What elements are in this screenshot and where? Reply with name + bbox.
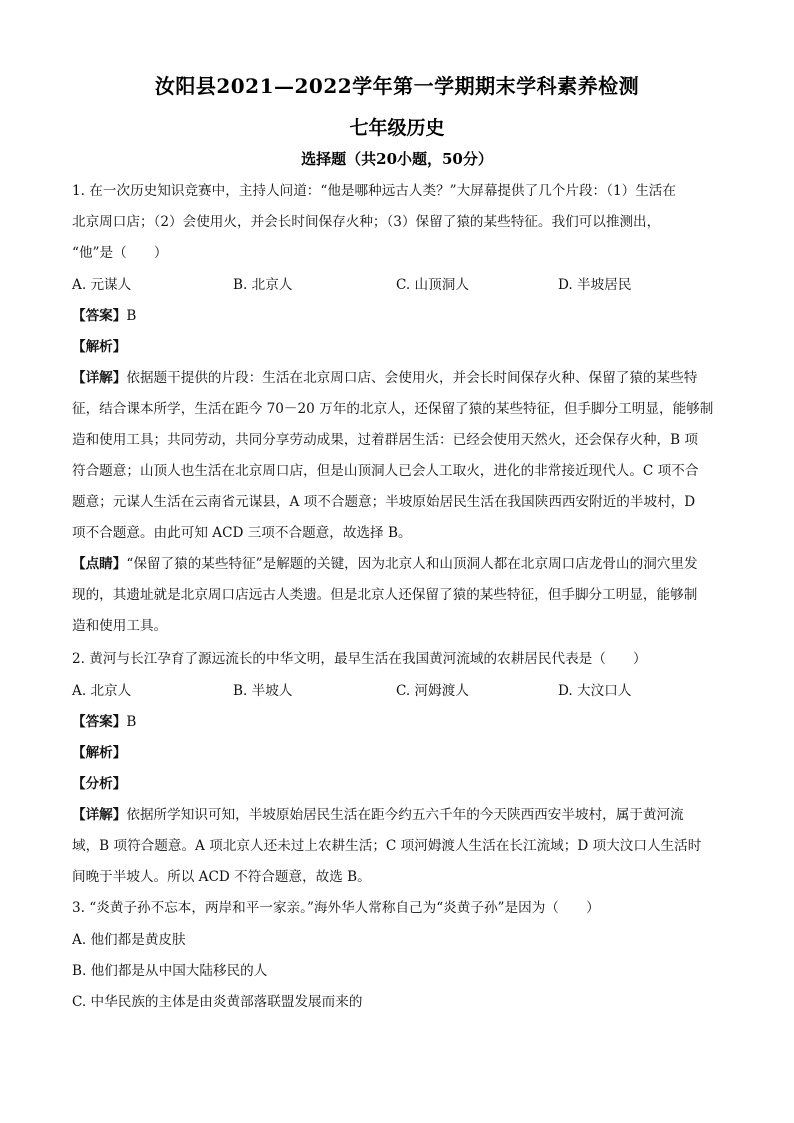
q1-stem-line3: “他”是（ ） (72, 245, 168, 261)
analysis-tag: 【解析】 (72, 339, 127, 355)
q1-detail-line6: 项不合题意。由此可知 ACD 三项不合题意，故选择 B。 (72, 525, 412, 541)
exam-title: 汝阳县2021—2022学年第一学期期末学科素养检测 (154, 74, 640, 98)
q2-detail-line2: 域，B 项符合题意。A 项北京人还未过上农耕生活；C 项河姆渡人生活在长江流域；D 项大汶口人生活时 (72, 838, 702, 854)
answer-tag: 【答案】 (72, 308, 127, 324)
q1-option-b[interactable]: B. 北京人 (233, 277, 293, 293)
q2-fenxi (72, 775, 734, 794)
q2-option-b[interactable]: B. 半坡人 (233, 683, 293, 699)
q3-stem: 3. “炎黄子孙不忘本，两岸和平一家亲。”海外华人常称自己为“炎黄子孙”是因为（ ） (72, 900, 600, 916)
tip-tag: 【点睛】 (72, 556, 127, 572)
detail-tag: 【详解】 (72, 370, 127, 386)
q2-analysis (72, 744, 734, 763)
q1-analysis (72, 338, 734, 357)
q2-detail-line3: 间晚于半坡人。所以 ACD 不符合题意，故选 B。 (72, 869, 371, 885)
q3-option-c[interactable]: C. 中华民族的主体是由炎黄部落联盟发展而来的 (72, 994, 363, 1010)
q3-option-a[interactable]: A. 他们都是黄皮肤 (72, 932, 186, 948)
detail-text: 依据题干提供的片段：生活在北京周口店、会使用火，并会长时间保存火种、保留了猿的某些特 (126, 370, 698, 386)
q1-tip-line3: 造和使用工具。 (72, 618, 168, 634)
q1-detail-line3: 造和使用工具；共同劳动，共同分享劳动成果，过着群居生活：已经会使用天然火，还会保存火种，B 项 (72, 432, 699, 448)
answer-value: B (126, 714, 137, 730)
fenxi-tag: 【分析】 (72, 776, 127, 792)
q2-option-a[interactable]: A. 北京人 (72, 683, 132, 699)
detail-tag: 【详解】 (72, 807, 127, 823)
q1-detail-line4: 符合题意；山顶人也生活在北京周口店，但是山顶洞人已会人工取火，进化的非常接近现代人。C 项不合 (72, 463, 699, 479)
answer-value: B (126, 308, 137, 324)
q1-tip-line2: 现的，其遗址就是北京周口店远古人类遗。但是北京人还保留了猿的某些特征，但手脚分工明显，能够制 (72, 587, 698, 603)
q3-option-b[interactable]: B. 他们都是从中国大陆移民的人 (72, 963, 268, 979)
tip-text: “保留了猿的某些特征”是解题的关键，因为北京人和山顶洞人都在北京周口店龙骨山的洞穴里发 (126, 556, 698, 572)
section-heading: 选择题（共20小题，50分） (301, 150, 493, 168)
q1-stem-line1: 1. 在一次历史知识竞赛中，主持人问道：“他是哪种远古人类？”大屏幕提供了几个片段：（1）生活在 (72, 183, 676, 199)
q1-answer (72, 307, 734, 326)
q1-option-a[interactable]: A. 元谋人 (72, 277, 132, 293)
detail-text: 依据所学知识可知，半坡原始居民生活在距今约五六千年的今天陕西西安半坡村，属于黄河流 (126, 807, 684, 823)
q1-detail-line5: 题意；元谋人生活在云南省元谋县，A 项不合题意；半坡原始居民生活在我国陕西西安附近的半坡村，D (72, 494, 696, 510)
q2-option-c[interactable]: C. 河姆渡人 (396, 683, 469, 699)
q2-answer (72, 713, 734, 732)
answer-tag: 【答案】 (72, 714, 127, 730)
q2-detail-line1 (72, 806, 734, 825)
q2-option-d[interactable]: D. 大汶口人 (558, 683, 632, 699)
subject-title: 七年级历史 (349, 117, 445, 139)
q1-detail-line2: 征，结合课本所学，生活在距今 70－20 万年的北京人，还保留了猿的某些特征，但手脚分工明显，能够制 (72, 401, 714, 417)
q1-detail-line1 (72, 369, 734, 388)
q1-tip-line1 (72, 555, 734, 574)
q1-stem-line2: 北京周口店；（2）会使用火，并会长时间保存火种；（3）保留了猿的某些特征。我们可以推测出， (72, 214, 661, 230)
q1-option-c[interactable]: C. 山顶洞人 (396, 277, 469, 293)
q1-option-d[interactable]: D. 半坡居民 (558, 277, 632, 293)
analysis-tag: 【解析】 (72, 745, 127, 761)
q2-stem: 2. 黄河与长江孕育了源远流长的中华文明，最早生活在我国黄河流域的农耕居民代表是（ ） (72, 651, 647, 667)
